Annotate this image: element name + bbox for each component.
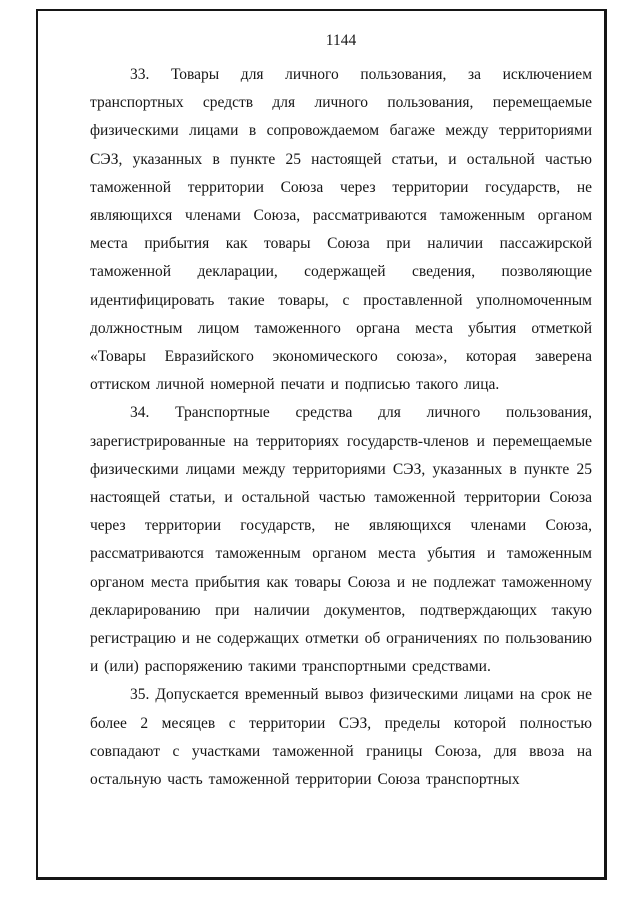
page-border-frame <box>36 9 607 880</box>
paragraph-33: 33. Товары для личного пользования, за исключением транспортных средств для личного пользования, перемещаемые физическими лицами в сопровождаемом багаже между территориями СЭЗ, указанных в пункте 25 настоящей статьи, и остальной частью таможенной территории Союза через территории государств, не являющихся членами Союза, рассматриваются таможенным органом места прибытия как товары Союза при наличии пассажирской таможенной декларации, содержащей сведения, позволяющие идентифицировать такие товары, с проставленной уполномоченным должностным лицом таможенного органа места убытия отметкой «Товары Евразийского экономического союза», которая заверена оттиском личной номерной печати и подписью такого лица. <box>90 66 592 394</box>
paragraph-34: 34. Транспортные средства для личного пользования, зарегистрированные на территориях государств-членов и перемещаемые физическими лицами между территориями СЭЗ, указанных в пункте 25 настоящей статьи, и остальной частью таможенной территории Союза через территории государств, не являющихся членами Союза, рассматриваются таможенным органом места убытия и таможенным органом места прибытия как товары Союза и не подлежат таможенному декларированию при наличии документов, подтверждающих такую регистрацию и не содержащих отметки об ограничениях по пользованию и (или) распоряжению такими транспортными средствами. <box>90 404 593 676</box>
page-number: 1144 <box>325 32 357 49</box>
page-content <box>38 11 604 794</box>
paragraph-35: 35. Допускается временный вывоз физическими лицами на срок не более 2 месяцев с территории СЭЗ, пределы которой полностью совпадают с участками таможенной границы Союза, для ввоза на остальную часть таможенной территории Союза транспортных <box>90 686 592 789</box>
